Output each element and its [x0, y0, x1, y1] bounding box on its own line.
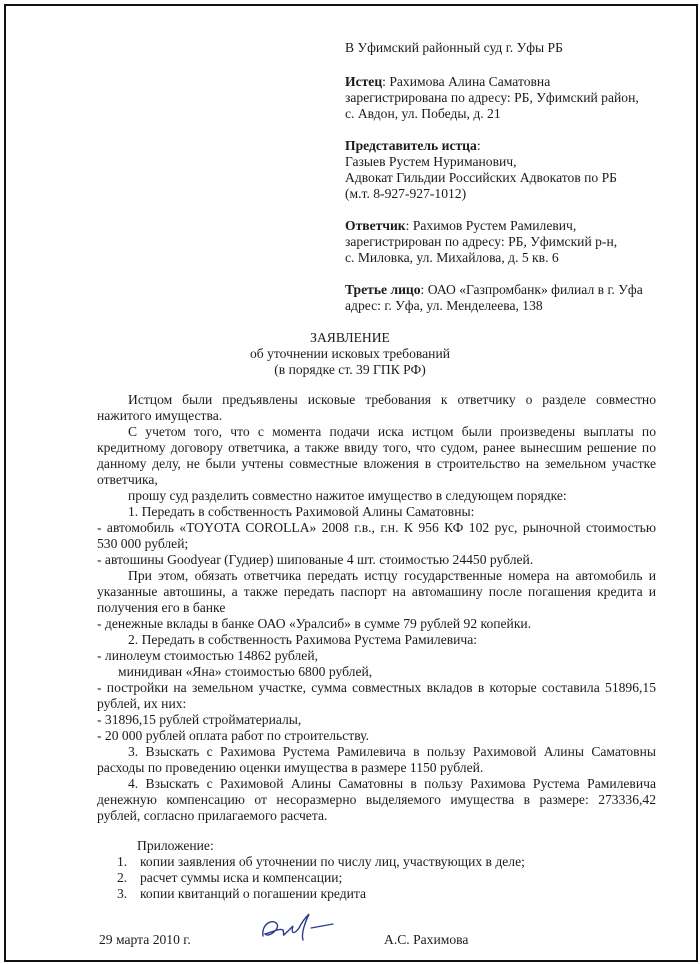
- court-name: В Уфимский районный суд г. Уфы РБ: [345, 40, 563, 55]
- document-subtitle-1: об уточнении исковых требований: [250, 346, 450, 361]
- body-line: - 31896,15 рублей стройматериалы,: [97, 712, 302, 727]
- body-line: 4. Взыскать с Рахимовой Алины Саматовны в пользу Рахимова Рустема Рамилевича: [128, 776, 656, 791]
- plaintiff-address-1: зарегистрирована по адресу: РБ, Уфимский район,: [345, 90, 639, 105]
- representative-line: [345, 138, 481, 154]
- body-line: 530 000 рублей;: [97, 536, 189, 551]
- document-date: 29 марта 2010 г.: [99, 932, 191, 947]
- signer-name: А.С. Рахимова: [384, 932, 469, 947]
- attachment-number: 1.: [117, 854, 128, 869]
- representative-name: Газыев Рустем Нуриманович,: [345, 154, 517, 169]
- attachment-item: копии заявления об уточнении по числу лиц, участвующих в деле;: [140, 854, 525, 869]
- body-line: - 20 000 рублей оплата работ по строительству.: [97, 728, 369, 743]
- defendant-label: Ответчик: [345, 218, 406, 233]
- plaintiff-address-2: с. Авдон, ул. Победы, д. 21: [345, 106, 501, 121]
- body-line: - автомобиль «TOYOTA COROLLA» 2008 г.в., г.н. К 956 КФ 102 рус, рыночной стоимостью: [97, 520, 656, 535]
- body-line: 1. Передать в собственность Рахимовой Алины Саматовны:: [128, 504, 475, 519]
- body-line: денежную компенсацию от несоразмерно выделяемого имущества в размере: 273336,42: [97, 792, 656, 807]
- body-line: - денежные вклады в банке ОАО «Уралсиб» в сумме 79 рублей 92 копейки.: [97, 616, 532, 631]
- body-line: 2. Передать в собственность Рахимова Рустема Рамилевича:: [128, 632, 478, 647]
- representative-org: Адвокат Гильдии Российских Адвокатов по РБ: [345, 170, 617, 185]
- document-title: ЗАЯВЛЕНИЕ: [310, 330, 390, 345]
- third-party-label: Третье лицо: [345, 282, 421, 297]
- body-line: - автошины Goodyear (Гудиер) шипованые 4 шт. стоимостью 24450 рублей.: [97, 552, 534, 567]
- attachments-heading: Приложение:: [137, 838, 214, 853]
- body-line: получения его в банке: [97, 600, 226, 615]
- plaintiff-label: Истец: [345, 74, 383, 89]
- representative-label: Представитель истца: [345, 138, 477, 153]
- body-line: нажитого имущества.: [97, 408, 223, 423]
- defendant-address-2: с. Миловка, ул. Михайлова, д. 5 кв. 6: [345, 250, 559, 265]
- body-line: При этом, обязать ответчика передать истцу государственные номера на автомобиль и: [128, 568, 656, 583]
- representative-phone: (м.т. 8-927-927-1012): [345, 186, 467, 201]
- body-line: прошу суд разделить совместно нажитое имущество в следующем порядке:: [128, 488, 567, 503]
- body-line: ответчика,: [97, 472, 158, 487]
- body-line: - постройки на земельном участке, сумма совместных вкладов в которые составила 51896,15: [97, 680, 656, 695]
- body-line: рублей, согласно прилагаемого расчета.: [97, 808, 328, 823]
- body-line: Истцом были предъявлены исковые требования к ответчику о разделе совместно: [128, 392, 656, 407]
- defendant-address-1: зарегистрирован по адресу: РБ, Уфимский р-н,: [345, 234, 618, 249]
- body-line: 3. Взыскать с Рахимова Рустема Рамилевича в пользу Рахимовой Алины Саматовны: [128, 744, 656, 759]
- body-line: минидиван «Яна» стоимостью 6800 рублей,: [118, 664, 373, 679]
- body-line: кредитному договору ответчика, а также ввиду того, что судом, ранее вынесшим решение по: [97, 440, 656, 455]
- body-line: данному делу, не были учтены совместные вложения в строительство на земельном участке: [97, 456, 656, 471]
- document-subtitle-2: (в порядке ст. 39 ГПК РФ): [274, 362, 426, 377]
- third-party-name: : ОАО «Газпромбанк» филиал в г. Уфа: [420, 282, 643, 297]
- third-party-address: адрес: г. Уфа, ул. Менделеева, 138: [345, 298, 543, 313]
- third-party-line: [345, 282, 643, 298]
- body-line: С учетом того, что с момента подачи иска истцом были произведены выплаты по: [128, 424, 656, 439]
- body-line: - линолеум стоимостью 14862 рублей,: [97, 648, 318, 663]
- attachment-item: расчет суммы иска и компенсации;: [140, 870, 343, 885]
- defendant-line: [345, 218, 576, 234]
- representative-colon: :: [476, 138, 481, 153]
- body-line: расходы по проведению оценки имущества в размере 1150 рублей.: [97, 760, 484, 775]
- handwritten-signature-icon: [255, 910, 335, 946]
- body-line: указанные автошины, а также передать паспорт на автомашину после погашения кредита и: [97, 584, 656, 599]
- plaintiff-name: : Рахимова Алина Саматовна: [382, 74, 551, 89]
- plaintiff-line: [345, 74, 550, 90]
- body-line: рублей, их них:: [97, 696, 187, 711]
- attachment-number: 3.: [117, 886, 128, 901]
- attachment-number: 2.: [117, 870, 128, 885]
- attachment-item: копии квитанций о погашении кредита: [140, 886, 367, 901]
- defendant-name: : Рахимов Рустем Рамилевич,: [405, 218, 577, 233]
